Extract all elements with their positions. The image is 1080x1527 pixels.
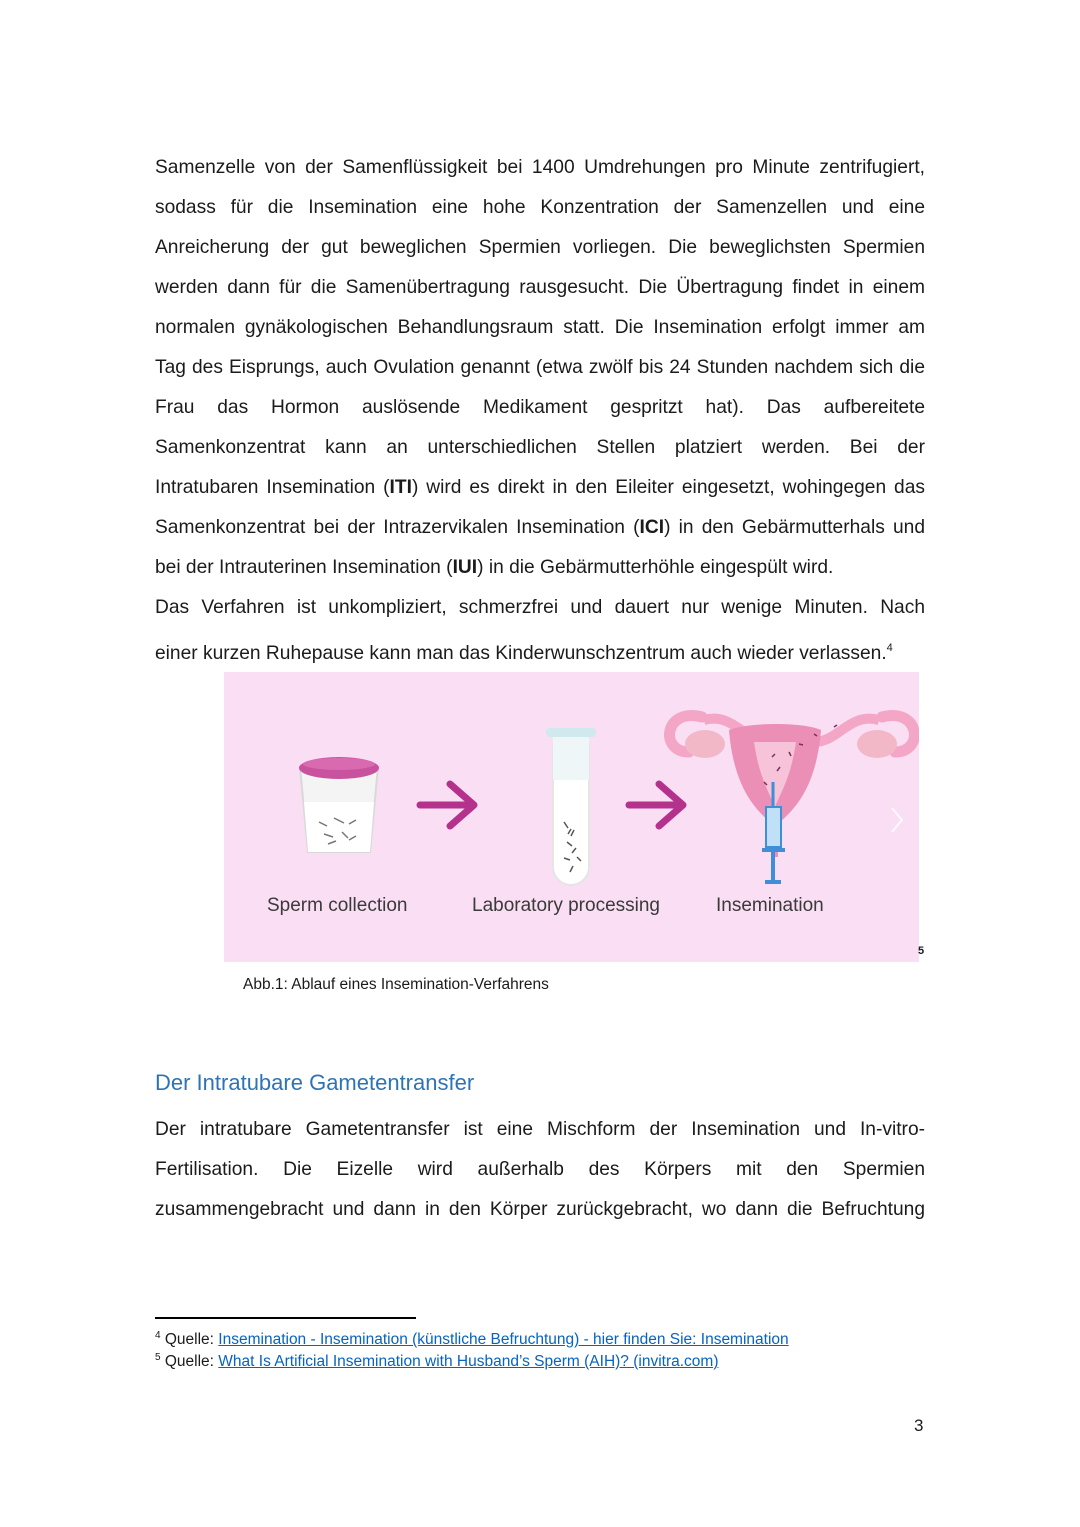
footnote-5: $^5$ Quelle: What Is Artificial Insemination with Husband’s Sperm (AIH)? (invitra.com) [155,1352,719,1370]
process-illustration [224,672,919,962]
text-line: Samenzelle von der Samenflüssigkeit bei 1400 Umdrehungen pro Minute zentrifugiert, [155,157,925,178]
text-line: Anreicherung der gut beweglichen Spermien vorliegen. Die beweglichsten Spermien [155,237,925,258]
abbr-iui: IUI [452,557,478,578]
text-line: Samenkonzentrat kann an unterschiedlichen Stellen platziert werden. Bei der [155,437,925,458]
figure-caption: Abb.1: Ablauf eines Insemination-Verfahrens [243,976,549,993]
label-insemination: Insemination [716,895,824,916]
uterus-icon [670,716,915,857]
text-line: sodass für die Insemination eine hohe Konzentration der Samenzellen und eine [155,197,925,218]
page-number: 3 [914,1416,924,1435]
body-paragraph [155,148,925,668]
figure-footnote-ref[interactable]: 5 [918,945,925,957]
text-line: bei der Intrauterinen Insemination (IUI) in die Gebärmutterhöhle eingespült wird. [155,557,834,578]
text-line: Samenkonzentrat bei der Intrazervikalen Insemination (ICI) in den Gebärmutterhals und [155,517,925,538]
text-line: Frau das Hormon auslösende Medikament gespritzt hat). Das aufbereitete [155,397,925,418]
insemination-process-figure [224,672,919,962]
text-line: Das Verfahren ist unkompliziert, schmerzfrei und dauert nur wenige Minuten. Nach [155,597,925,618]
abbr-iti: ITI [389,477,412,498]
text-line: normalen gynäkologischen Behandlungsraum statt. Die Insemination erfolgt immer am [155,317,925,338]
text-line: werden dann für die Samenübertragung rausgesucht. Die Übertragung findet in einem [155,277,925,298]
text-line: einer kurzen Ruhepause kann man das Kinderwunschzentrum auch wieder verlassen.$^4$ [155,642,893,664]
footnote-link[interactable]: Insemination - Insemination (künstliche Befruchtung) - hier finden Sie: Insemination [218,1331,789,1348]
text-line: Der intratubare Gametentransfer ist eine Mischform der Insemination und In-vitro- [155,1119,925,1140]
text-line: Fertilisation. Die Eizelle wird außerhalb des Körpers mit den Spermien [155,1159,925,1180]
footnote-link[interactable]: What Is Artificial Insemination with Husband’s Sperm (AIH)? (invitra.com) [218,1353,719,1370]
label-sperm-collection: Sperm collection [267,895,408,916]
text-line: Tag des Eisprungs, auch Ovulation genannt (etwa zwölf bis 24 Stunden nachdem sich die [155,357,925,378]
label-laboratory-processing: Laboratory processing [472,895,660,916]
chevron-right-icon [892,808,902,832]
footnote-ref[interactable]: 4 [886,642,893,654]
text-line: Intratubaren Insemination (ITI) wird es direkt in den Eileiter eingesetzt, wohingegen das [155,477,925,498]
abbr-ici: ICI [639,517,665,538]
arrow-right-icon [420,784,474,826]
arrow-right-icon [629,784,683,826]
footnote-separator [155,1317,416,1319]
sperm-cup-icon [299,757,379,852]
section-heading: Der Intratubare Gametentransfer [155,1070,475,1095]
text-line: zusammengebracht und dann in den Körper zurückgebracht, wo dann die Befruchtung [155,1199,925,1220]
footnote-4: $^4$ Quelle: Insemination - Insemination (künstliche Befruchtung) - hier finden Sie: Insemination [155,1330,789,1348]
section-paragraph [155,1110,925,1230]
test-tube-icon [546,728,596,885]
